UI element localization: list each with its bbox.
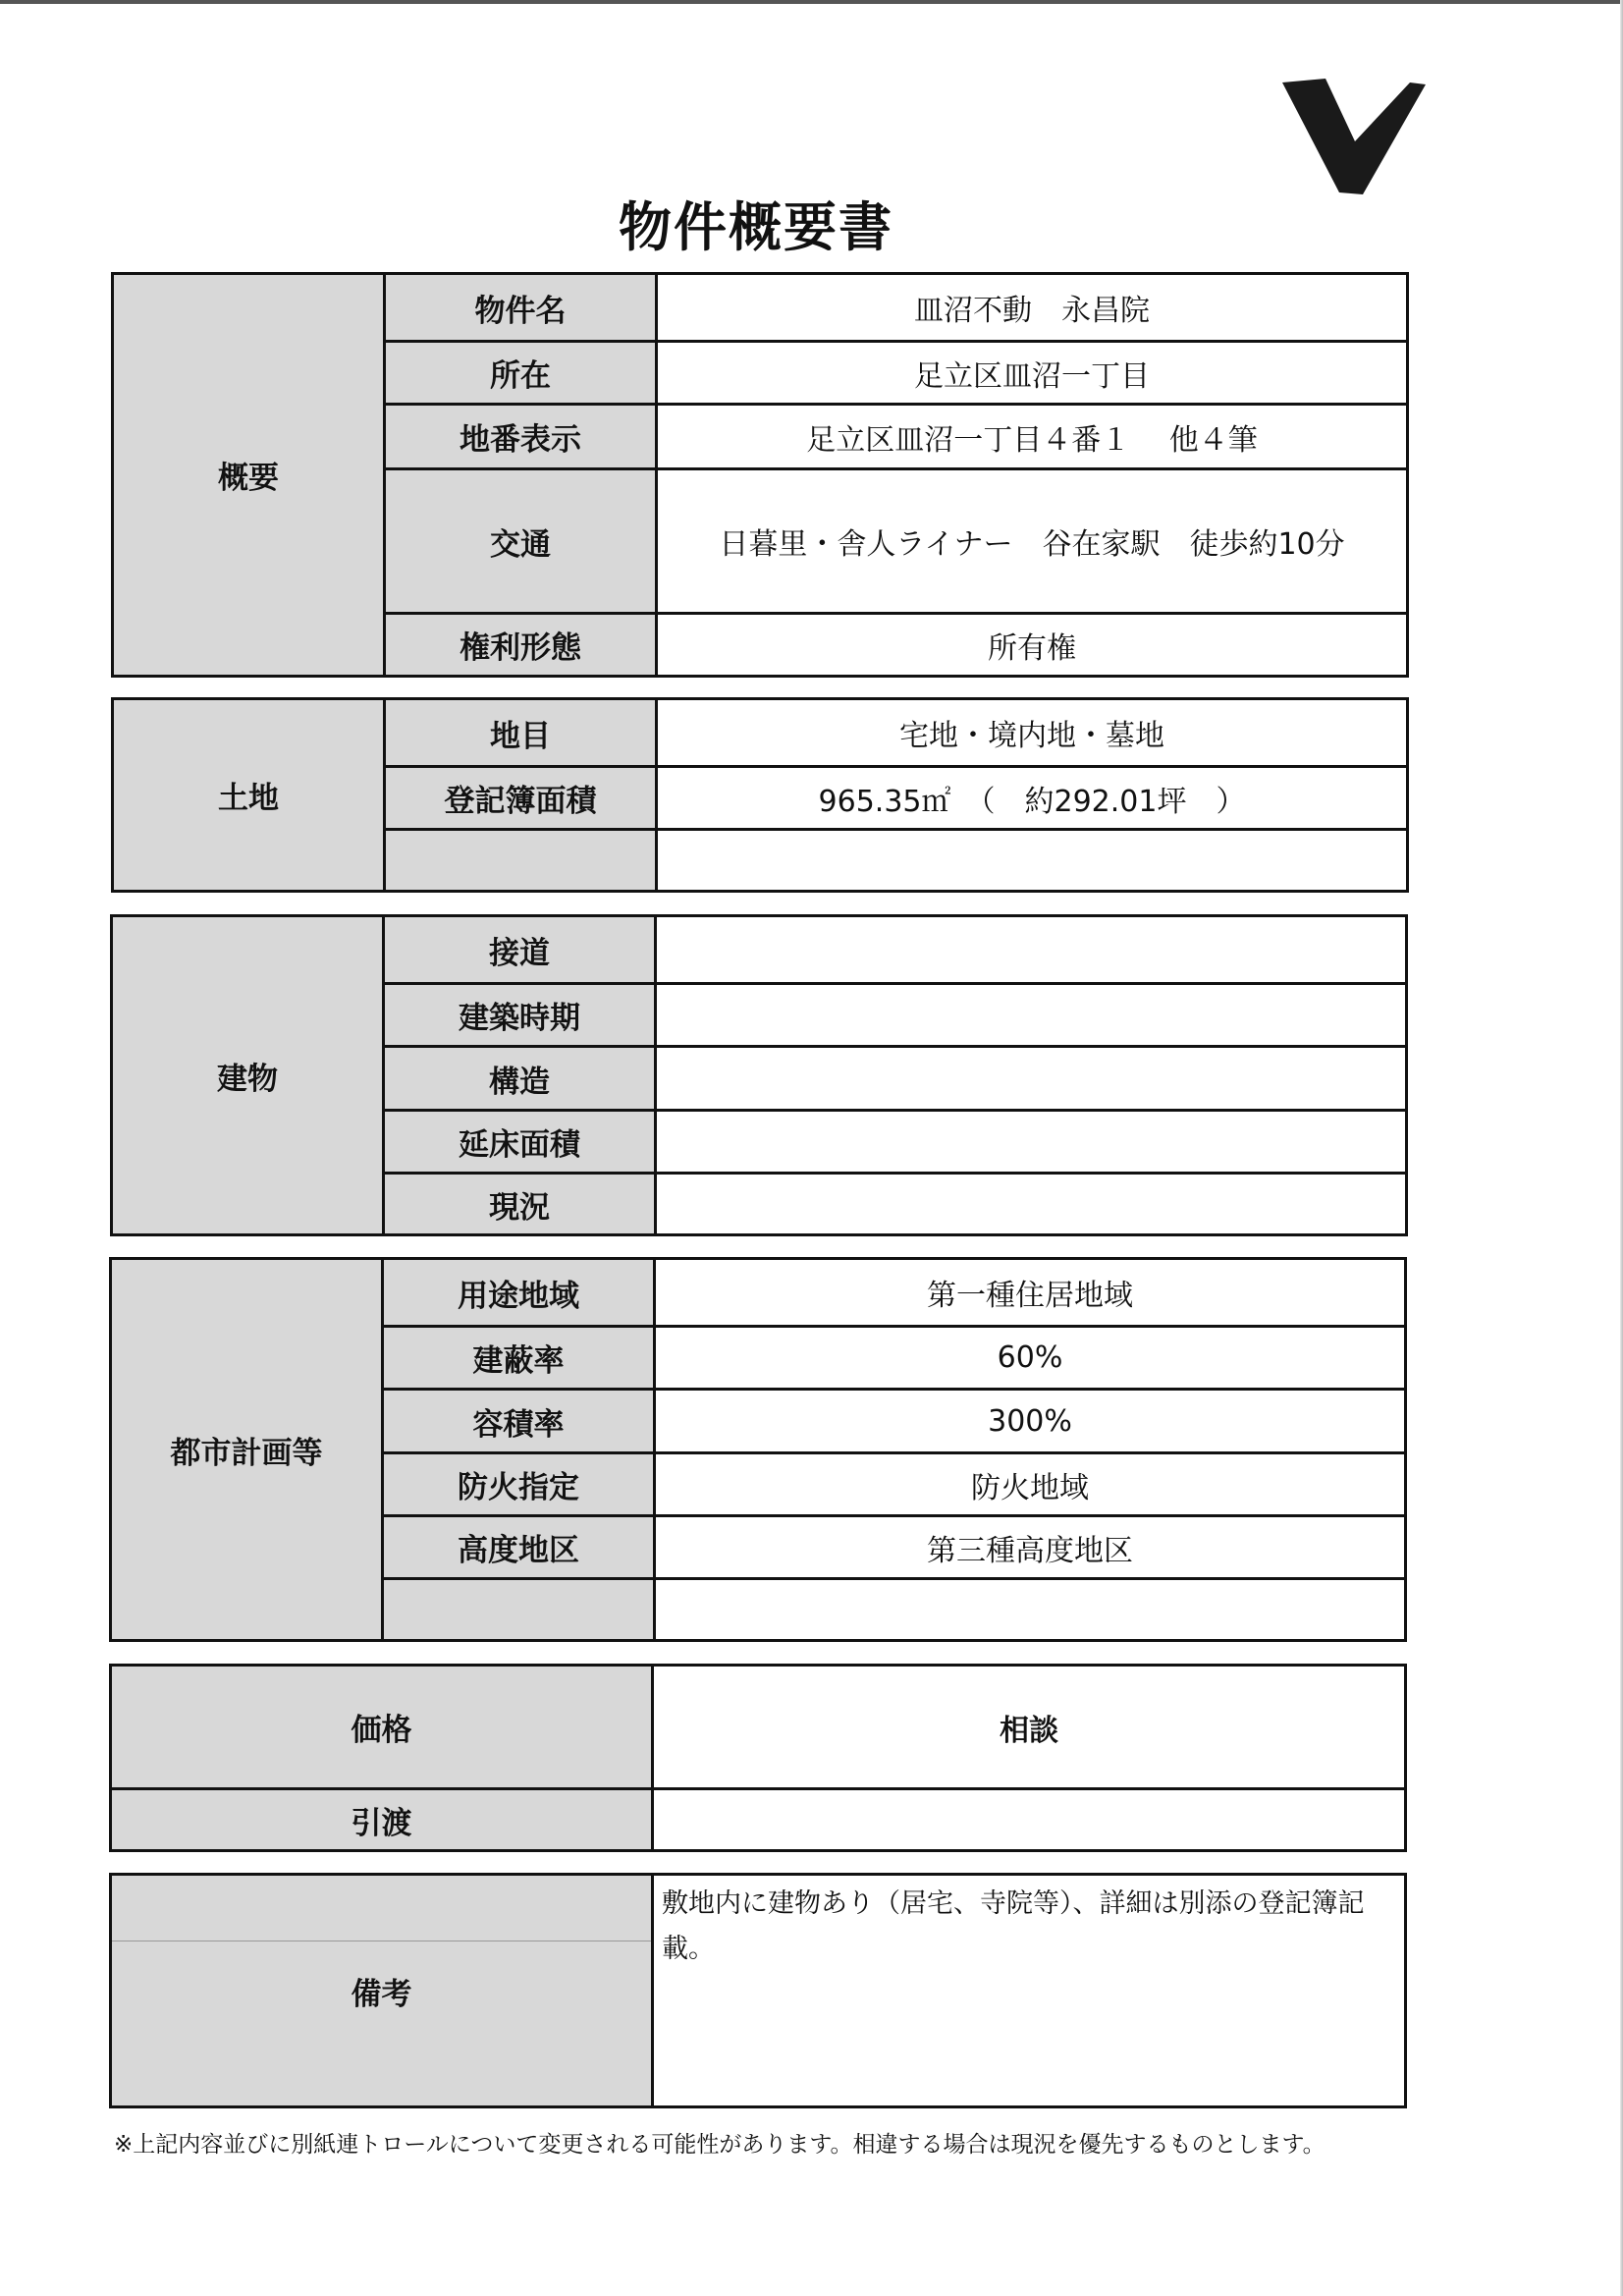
building-row-structure — [385, 1045, 1405, 1109]
price-value: 相談 — [654, 1667, 1404, 1787]
row-label: 用途地域 — [384, 1260, 656, 1325]
overview-row-ownership — [386, 612, 1406, 675]
row-label — [384, 1580, 656, 1639]
price-section — [109, 1664, 1407, 1852]
row-value — [657, 1175, 1405, 1233]
row-value — [658, 831, 1406, 890]
price-row — [112, 1667, 1404, 1787]
city-planning-row-coverage-ratio — [384, 1325, 1404, 1388]
row-value: 60% — [656, 1328, 1404, 1388]
row-label: 延床面積 — [385, 1112, 657, 1172]
overview-row-lot-number — [386, 403, 1406, 467]
city-planning-row-fire-zone — [384, 1451, 1404, 1514]
row-label: 地番表示 — [386, 406, 658, 467]
row-value — [657, 917, 1405, 982]
row-value: 日暮里・舎人ライナー 谷在家駅 徒歩約10分 — [658, 470, 1406, 612]
row-value: 防火地域 — [656, 1454, 1404, 1514]
city-planning-row-floor-area-ratio — [384, 1388, 1404, 1451]
footnote: ※上記内容並びに別紙連トロールについて変更される可能性があります。相違する場合は現況を優先するものとします。 — [114, 2132, 1325, 2158]
land-row-category — [386, 700, 1406, 765]
city-planning-section — [109, 1257, 1407, 1642]
city-planning-row-height-district — [384, 1514, 1404, 1577]
row-label — [386, 831, 658, 890]
row-label: 接道 — [385, 917, 657, 982]
overview-group-label: 概要 — [114, 275, 386, 675]
overview-row-location — [386, 340, 1406, 403]
building-row-current-state — [385, 1172, 1405, 1233]
document-title: 物件概要書 — [619, 196, 893, 258]
row-value: 宅地・境内地・墓地 — [658, 700, 1406, 765]
row-label: 交通 — [386, 470, 658, 612]
overview-section — [111, 272, 1409, 678]
row-label: 防火指定 — [384, 1454, 656, 1514]
row-label: 構造 — [385, 1048, 657, 1109]
land-group-label: 土地 — [114, 700, 386, 890]
row-value: 300% — [656, 1391, 1404, 1451]
row-label: 登記簿面積 — [386, 768, 658, 828]
handover-label: 引渡 — [112, 1790, 654, 1849]
overview-row-access — [386, 467, 1406, 612]
row-value — [657, 985, 1405, 1045]
building-section — [110, 914, 1408, 1236]
remarks-label-text: 備考 — [351, 1976, 412, 2012]
handover-value — [654, 1790, 1404, 1849]
row-label: 容積率 — [384, 1391, 656, 1451]
price-label: 価格 — [112, 1667, 654, 1787]
city-planning-group-label: 都市計画等 — [112, 1260, 384, 1639]
remarks-value: 敷地内に建物あり（居宅、寺院等）、詳細は別添の登記簿記載。 — [662, 1888, 1365, 1964]
row-value: 第一種住居地域 — [656, 1260, 1404, 1325]
overview-row-property-name — [386, 275, 1406, 340]
row-label: 建築時期 — [385, 985, 657, 1045]
row-label: 地目 — [386, 700, 658, 765]
remarks-label — [112, 1876, 654, 2105]
row-label: 所在 — [386, 343, 658, 403]
row-value — [657, 1048, 1405, 1109]
row-label: 権利形態 — [386, 615, 658, 675]
row-label: 高度地区 — [384, 1517, 656, 1577]
row-label: 建蔽率 — [384, 1328, 656, 1388]
land-row-blank — [386, 828, 1406, 890]
remarks-value-cell — [654, 1876, 1404, 2105]
building-row-road-access — [385, 917, 1405, 982]
row-label: 物件名 — [386, 275, 658, 340]
building-row-floor-area — [385, 1109, 1405, 1172]
building-row-construction-date — [385, 982, 1405, 1045]
row-value: 965.35㎡ （ 約292.01坪 ） — [658, 768, 1406, 828]
page-top-edge — [0, 0, 1623, 4]
city-planning-row-zoning — [384, 1260, 1404, 1325]
row-value: 皿沼不動 永昌院 — [658, 275, 1406, 340]
land-section — [111, 697, 1409, 893]
city-planning-row-blank — [384, 1577, 1404, 1639]
check-mark-icon — [1276, 75, 1434, 198]
row-value: 所有権 — [658, 615, 1406, 675]
land-row-registered-area — [386, 765, 1406, 828]
handover-row — [112, 1787, 1404, 1849]
row-label: 現況 — [385, 1175, 657, 1233]
row-value — [656, 1580, 1404, 1639]
remarks-section — [109, 1873, 1407, 2108]
building-group-label: 建物 — [113, 917, 385, 1233]
row-value: 足立区皿沼一丁目４番１ 他４筆 — [658, 406, 1406, 467]
row-value: 足立区皿沼一丁目 — [658, 343, 1406, 403]
row-value: 第三種高度地区 — [656, 1517, 1404, 1577]
row-value — [657, 1112, 1405, 1172]
